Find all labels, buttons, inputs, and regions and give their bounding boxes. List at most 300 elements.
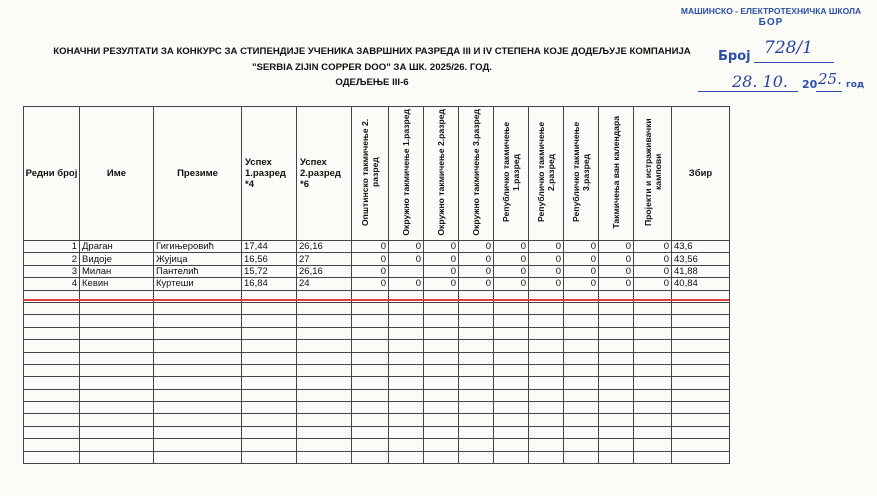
empty-cell: [80, 315, 154, 327]
empty-cell: [242, 315, 297, 327]
cell-c2: 0: [389, 253, 424, 265]
empty-cell: [24, 377, 80, 389]
empty-cell: [80, 426, 154, 438]
empty-cell: [389, 426, 424, 438]
header-proj: Пројекти и истраживачки кампови: [634, 107, 672, 241]
table-row: [24, 278, 730, 290]
empty-cell: [352, 414, 389, 426]
header-rep2: Републичко такмичење 2.разред: [529, 107, 564, 241]
empty-cell: [154, 302, 242, 314]
empty-cell: [424, 327, 459, 339]
cell-c3: 0: [424, 241, 459, 253]
cell-c6: 0: [529, 253, 564, 265]
empty-cell: [672, 389, 730, 401]
table-row: [24, 265, 730, 277]
reg-number-underline: [754, 62, 834, 63]
header-opst2: Општинско такмичење 2. разред: [352, 107, 389, 241]
empty-cell: [459, 426, 494, 438]
cell-c2: [389, 265, 424, 277]
cell-c1: 0: [352, 253, 389, 265]
empty-cell: [494, 426, 529, 438]
empty-cell: [352, 340, 389, 352]
title-line-1: КОНАЧНИ РЕЗУЛТАТИ ЗА КОНКУРС ЗА СТИПЕНДИЈЕ УЧЕНИКА ЗАВРШНИХ РАЗРЕДА III И IV СТЕПЕНА КОЈЕ ДОДЕЉУЈЕ КОМПАНИЈА: [53, 46, 691, 57]
header-rep1: Републичко такмичење 1.разред: [494, 107, 529, 241]
cell-u1: 16,84: [242, 278, 297, 290]
empty-cell: [24, 451, 80, 463]
empty-cell: [242, 402, 297, 414]
cell-ime: Кевин: [80, 278, 154, 290]
cell-c4: 0: [459, 241, 494, 253]
empty-cell: [297, 426, 352, 438]
empty-cell: [297, 389, 352, 401]
empty-cell: [672, 402, 730, 414]
empty-cell: [80, 327, 154, 339]
empty-cell: [389, 315, 424, 327]
empty-cell: [564, 352, 599, 364]
stamp-city: БОР: [758, 17, 784, 28]
empty-cell: [154, 439, 242, 451]
empty-cell: [242, 377, 297, 389]
empty-cell: [459, 451, 494, 463]
empty-cell: [389, 377, 424, 389]
header-ime: Име: [80, 107, 154, 241]
cell-u2: 26,16: [297, 265, 352, 277]
empty-cell: [352, 327, 389, 339]
empty-cell: [154, 377, 242, 389]
empty-cell: [80, 364, 154, 376]
table-body: [24, 241, 730, 464]
cell-c3: 0: [424, 253, 459, 265]
empty-cell: [459, 439, 494, 451]
empty-cell: [352, 377, 389, 389]
cell-prezime: Куртеши: [154, 278, 242, 290]
empty-cell: [352, 426, 389, 438]
empty-cell: [389, 352, 424, 364]
empty-cell: [424, 414, 459, 426]
cell-u2: 27: [297, 253, 352, 265]
empty-cell: [389, 451, 424, 463]
empty-cell: [297, 364, 352, 376]
reg-date-underline: [698, 91, 798, 92]
cell-prezime: Пантелић: [154, 265, 242, 277]
empty-cell: [564, 414, 599, 426]
cell-zbir: 41,88: [672, 265, 730, 277]
document-title: [34, 44, 710, 91]
cell-prezime: Гигињеровић: [154, 241, 242, 253]
cell-ime: Милан: [80, 265, 154, 277]
empty-cell: [529, 451, 564, 463]
empty-cell: [529, 352, 564, 364]
school-stamp: [666, 6, 876, 28]
empty-cell: [154, 389, 242, 401]
empty-cell: [297, 315, 352, 327]
empty-cell: [634, 327, 672, 339]
cell-c9: 0: [634, 265, 672, 277]
cell-c5: 0: [494, 253, 529, 265]
empty-cell: [634, 414, 672, 426]
empty-cell: [80, 377, 154, 389]
empty-cell: [529, 439, 564, 451]
empty-cell: [672, 327, 730, 339]
empty-cell: [599, 451, 634, 463]
cell-c7: 0: [564, 265, 599, 277]
empty-cell: [459, 340, 494, 352]
empty-cell: [599, 302, 634, 314]
cell-c4: 0: [459, 265, 494, 277]
empty-cell: [494, 364, 529, 376]
empty-cell: [424, 377, 459, 389]
cell-u1: 15,72: [242, 265, 297, 277]
cell-ime: Драган: [80, 241, 154, 253]
empty-cell: [242, 451, 297, 463]
stamp-school-name: МАШИНСКО - ЕЛЕКТРОТЕХНИЧКА ШКОЛА: [680, 6, 862, 16]
header-zbir: Збир: [672, 107, 730, 241]
empty-cell: [389, 402, 424, 414]
empty-cell: [154, 315, 242, 327]
empty-cell: [352, 402, 389, 414]
empty-cell: [297, 302, 352, 314]
header-okr1: Окружно такмичење 1.разред: [389, 107, 424, 241]
empty-cell: [352, 439, 389, 451]
empty-row: [24, 340, 730, 352]
cell-rb: 3: [24, 265, 80, 277]
empty-cell: [564, 340, 599, 352]
header-uspeh2: Успех 2.разред *6: [297, 107, 352, 241]
cell-ime: Видоје: [80, 253, 154, 265]
header-row: [24, 107, 730, 241]
cell-c9: 0: [634, 278, 672, 290]
empty-row: [24, 451, 730, 463]
cell-prezime: Жујица: [154, 253, 242, 265]
header-uspeh1: Успех 1.разред *4: [242, 107, 297, 241]
empty-cell: [529, 426, 564, 438]
empty-cell: [564, 302, 599, 314]
empty-cell: [80, 389, 154, 401]
empty-cell: [24, 364, 80, 376]
reg-year-value: 25.: [818, 70, 842, 88]
cell-c7: 0: [564, 278, 599, 290]
cell-c7: 0: [564, 241, 599, 253]
reg-number-value: 728/1: [764, 38, 813, 58]
header-okr3: Окружно такмичење 3.разред: [459, 107, 494, 241]
empty-cell: [352, 389, 389, 401]
empty-cell: [24, 414, 80, 426]
cell-c2: 0: [389, 241, 424, 253]
empty-cell: [529, 402, 564, 414]
empty-cell: [459, 377, 494, 389]
empty-cell: [672, 302, 730, 314]
empty-cell: [672, 451, 730, 463]
empty-cell: [564, 364, 599, 376]
empty-cell: [80, 451, 154, 463]
cell-c3: 0: [424, 265, 459, 277]
empty-cell: [80, 414, 154, 426]
empty-cell: [529, 364, 564, 376]
cell-zbir: 40,84: [672, 278, 730, 290]
empty-cell: [24, 439, 80, 451]
title-line-3: ОДЕЉЕЊЕ III-6: [335, 77, 409, 88]
reg-number-label: Број: [718, 49, 751, 64]
empty-cell: [24, 340, 80, 352]
empty-cell: [352, 451, 389, 463]
empty-cell: [24, 352, 80, 364]
empty-cell: [459, 302, 494, 314]
empty-cell: [389, 389, 424, 401]
header-rb: Редни број: [24, 107, 80, 241]
cell-u2: 26,16: [297, 241, 352, 253]
registration-stamp: [718, 36, 874, 96]
empty-cell: [634, 426, 672, 438]
empty-cell: [297, 414, 352, 426]
empty-cell: [564, 315, 599, 327]
cell-c5: 0: [494, 278, 529, 290]
empty-cell: [634, 389, 672, 401]
empty-cell: [24, 389, 80, 401]
empty-cell: [352, 302, 389, 314]
empty-cell: [564, 402, 599, 414]
empty-cell: [424, 302, 459, 314]
cell-u1: 16,56: [242, 253, 297, 265]
empty-row: [24, 439, 730, 451]
reg-date-value: 28. 10.: [732, 72, 788, 91]
empty-row: [24, 327, 730, 339]
cell-c7: 0: [564, 253, 599, 265]
empty-row: [24, 377, 730, 389]
empty-cell: [242, 340, 297, 352]
empty-cell: [424, 364, 459, 376]
empty-cell: [599, 352, 634, 364]
empty-cell: [24, 302, 80, 314]
cell-c1: 0: [352, 265, 389, 277]
empty-cell: [599, 340, 634, 352]
cell-u2: 24: [297, 278, 352, 290]
empty-cell: [242, 389, 297, 401]
empty-cell: [494, 302, 529, 314]
empty-cell: [494, 439, 529, 451]
empty-cell: [564, 451, 599, 463]
cell-c8: 0: [599, 278, 634, 290]
empty-cell: [297, 352, 352, 364]
empty-cell: [242, 352, 297, 364]
empty-cell: [242, 414, 297, 426]
empty-cell: [564, 426, 599, 438]
empty-cell: [154, 451, 242, 463]
empty-cell: [297, 451, 352, 463]
empty-cell: [634, 340, 672, 352]
cell-c8: 0: [599, 253, 634, 265]
empty-cell: [529, 302, 564, 314]
empty-cell: [529, 414, 564, 426]
empty-cell: [599, 426, 634, 438]
empty-cell: [424, 426, 459, 438]
empty-cell: [564, 389, 599, 401]
cell-zbir: 43,6: [672, 241, 730, 253]
empty-cell: [424, 389, 459, 401]
empty-cell: [242, 302, 297, 314]
empty-cell: [599, 414, 634, 426]
empty-cell: [154, 327, 242, 339]
empty-cell: [459, 352, 494, 364]
empty-cell: [599, 389, 634, 401]
empty-cell: [494, 402, 529, 414]
empty-cell: [529, 327, 564, 339]
empty-cell: [24, 315, 80, 327]
empty-cell: [459, 327, 494, 339]
cell-c2: 0: [389, 278, 424, 290]
cutoff-line: [23, 299, 729, 301]
empty-cell: [529, 315, 564, 327]
empty-cell: [424, 340, 459, 352]
empty-cell: [599, 439, 634, 451]
cell-c5: 0: [494, 265, 529, 277]
empty-cell: [672, 352, 730, 364]
empty-cell: [242, 364, 297, 376]
empty-cell: [297, 402, 352, 414]
empty-cell: [634, 439, 672, 451]
cell-c8: 0: [599, 265, 634, 277]
empty-cell: [297, 377, 352, 389]
cell-c6: 0: [529, 265, 564, 277]
table-row: [24, 241, 730, 253]
empty-cell: [672, 439, 730, 451]
results-table: [23, 106, 730, 464]
header-van: Такмичења ван календара: [599, 107, 634, 241]
title-line-2: "SERBIA ZIJIN COPPER DOO" ЗА ШК. 2025/26. ГОД.: [251, 61, 493, 73]
empty-cell: [80, 302, 154, 314]
empty-cell: [634, 302, 672, 314]
empty-cell: [389, 340, 424, 352]
empty-cell: [599, 315, 634, 327]
empty-cell: [424, 315, 459, 327]
empty-cell: [494, 414, 529, 426]
empty-cell: [297, 340, 352, 352]
empty-cell: [599, 377, 634, 389]
empty-cell: [494, 389, 529, 401]
empty-cell: [494, 327, 529, 339]
empty-cell: [154, 402, 242, 414]
empty-row: [24, 426, 730, 438]
cell-zbir: 43,56: [672, 253, 730, 265]
empty-row: [24, 352, 730, 364]
empty-row: [24, 302, 730, 314]
reg-year-suffix: год: [846, 80, 865, 90]
empty-cell: [459, 402, 494, 414]
empty-row: [24, 414, 730, 426]
cell-c3: 0: [424, 278, 459, 290]
cell-c9: 0: [634, 241, 672, 253]
cell-c5: 0: [494, 241, 529, 253]
cell-c9: 0: [634, 253, 672, 265]
empty-cell: [24, 426, 80, 438]
empty-cell: [494, 451, 529, 463]
empty-cell: [24, 402, 80, 414]
empty-row: [24, 364, 730, 376]
empty-cell: [672, 364, 730, 376]
empty-cell: [297, 327, 352, 339]
empty-cell: [389, 302, 424, 314]
empty-cell: [389, 414, 424, 426]
empty-cell: [494, 340, 529, 352]
empty-cell: [389, 439, 424, 451]
empty-cell: [242, 327, 297, 339]
empty-cell: [529, 340, 564, 352]
empty-cell: [459, 389, 494, 401]
empty-cell: [672, 414, 730, 426]
empty-cell: [599, 402, 634, 414]
empty-cell: [80, 340, 154, 352]
empty-cell: [564, 377, 599, 389]
header-okr2: Окружно такмичење 2.разред: [424, 107, 459, 241]
empty-row: [24, 315, 730, 327]
empty-cell: [672, 426, 730, 438]
empty-cell: [424, 352, 459, 364]
cell-rb: 4: [24, 278, 80, 290]
empty-cell: [494, 315, 529, 327]
empty-cell: [634, 402, 672, 414]
cell-c4: 0: [459, 278, 494, 290]
empty-cell: [634, 377, 672, 389]
empty-cell: [564, 439, 599, 451]
empty-cell: [80, 402, 154, 414]
empty-cell: [154, 364, 242, 376]
empty-cell: [599, 327, 634, 339]
empty-row: [24, 389, 730, 401]
empty-cell: [24, 327, 80, 339]
cell-u1: 17,44: [242, 241, 297, 253]
cell-c6: 0: [529, 278, 564, 290]
header-prezime: Презиме: [154, 107, 242, 241]
empty-cell: [672, 340, 730, 352]
empty-cell: [634, 364, 672, 376]
empty-cell: [424, 402, 459, 414]
empty-cell: [154, 414, 242, 426]
empty-cell: [242, 426, 297, 438]
empty-cell: [352, 352, 389, 364]
cell-c1: 0: [352, 241, 389, 253]
empty-row: [24, 402, 730, 414]
empty-cell: [634, 451, 672, 463]
reg-year-underline: [816, 91, 842, 92]
empty-cell: [389, 364, 424, 376]
empty-cell: [242, 439, 297, 451]
cell-rb: 1: [24, 241, 80, 253]
empty-cell: [459, 414, 494, 426]
empty-cell: [564, 327, 599, 339]
empty-cell: [389, 327, 424, 339]
empty-cell: [154, 426, 242, 438]
empty-cell: [672, 315, 730, 327]
empty-cell: [154, 352, 242, 364]
cell-c6: 0: [529, 241, 564, 253]
empty-cell: [634, 352, 672, 364]
empty-cell: [634, 315, 672, 327]
empty-cell: [80, 352, 154, 364]
empty-cell: [80, 439, 154, 451]
empty-cell: [297, 439, 352, 451]
empty-cell: [424, 451, 459, 463]
empty-cell: [529, 377, 564, 389]
reg-year-prefix: 20: [802, 78, 818, 91]
empty-cell: [459, 364, 494, 376]
empty-cell: [352, 315, 389, 327]
empty-cell: [459, 315, 494, 327]
empty-cell: [672, 377, 730, 389]
empty-cell: [424, 439, 459, 451]
empty-cell: [154, 340, 242, 352]
empty-cell: [599, 364, 634, 376]
table-row: [24, 253, 730, 265]
empty-cell: [494, 352, 529, 364]
